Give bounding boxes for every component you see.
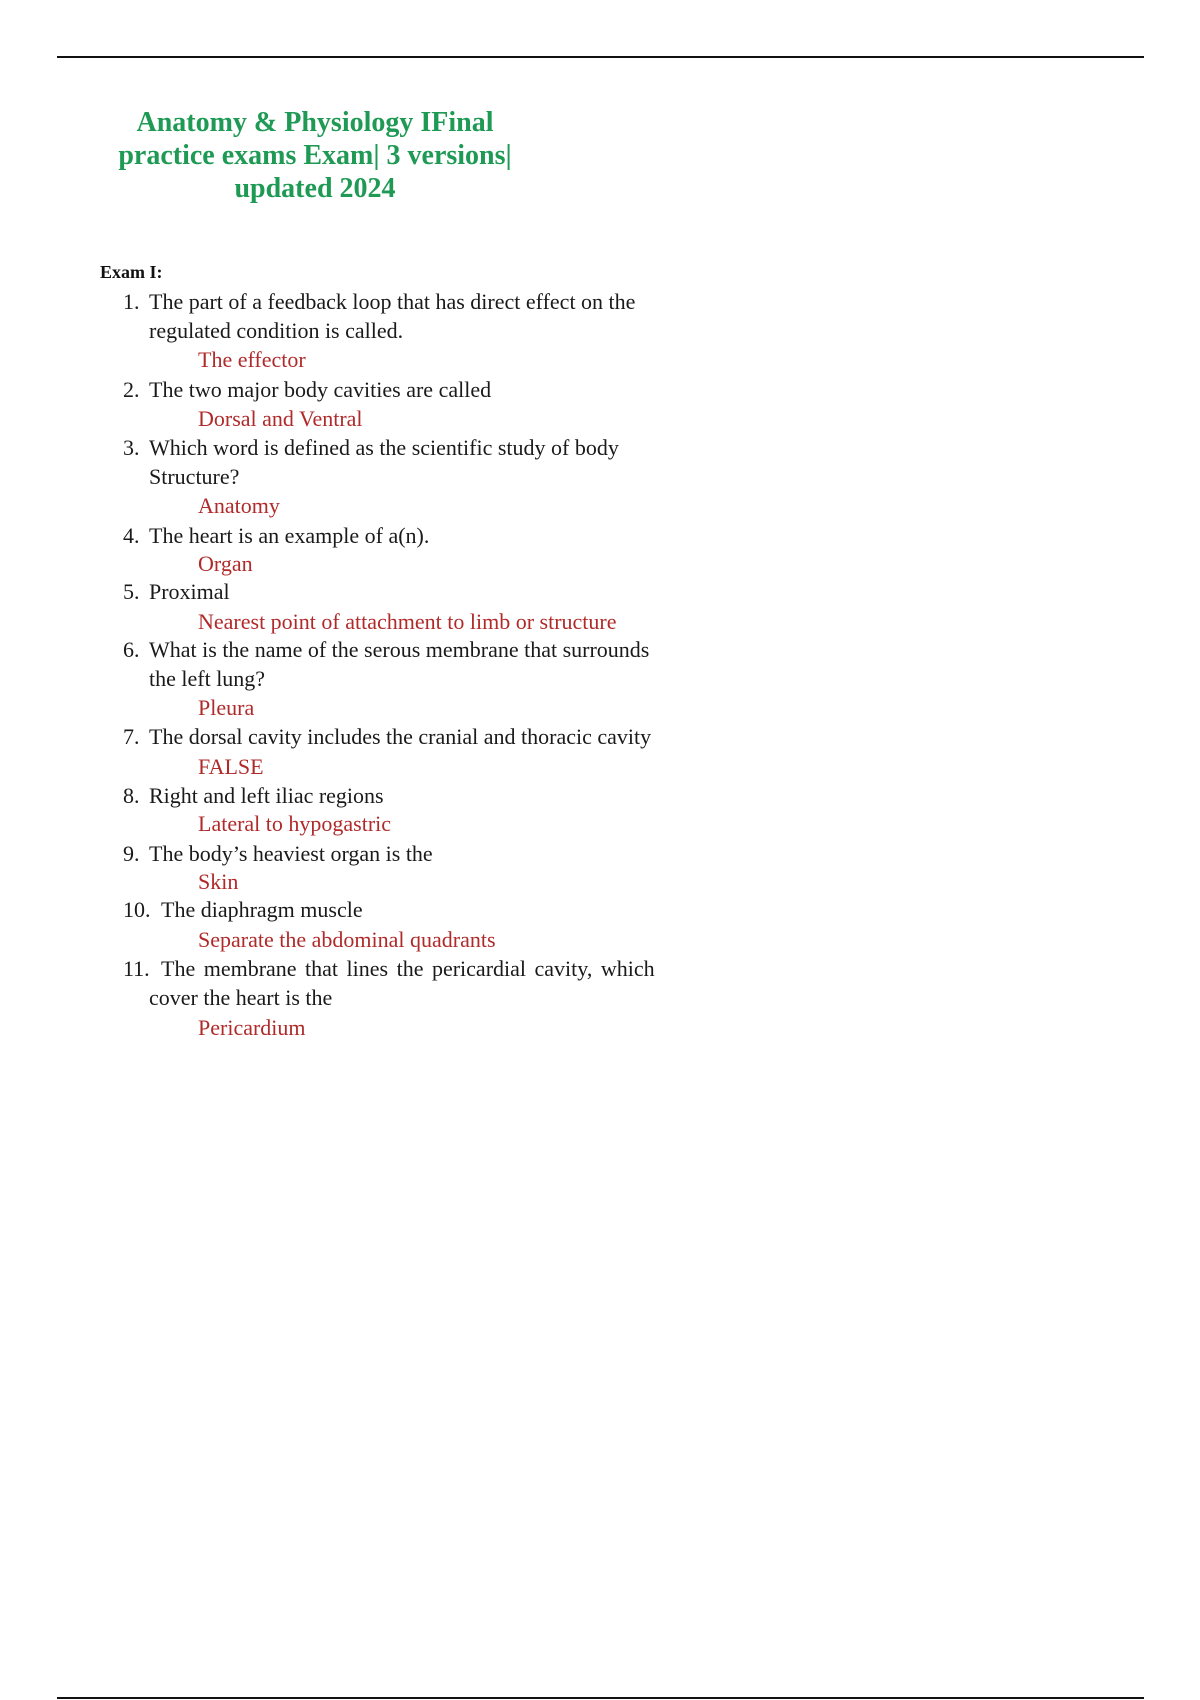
bottom-rule — [57, 1697, 1144, 1699]
answer-text: Lateral to hypogastric — [198, 811, 392, 836]
question-number: 2. — [123, 377, 140, 402]
answer-text: Dorsal and Ventral — [198, 406, 363, 431]
title-line-3: updated 2024 — [234, 173, 396, 204]
question-number: 1. — [123, 289, 140, 314]
question-number: 9. — [123, 841, 140, 866]
answer-text: Organ — [198, 551, 253, 576]
answer-text: Pleura — [198, 695, 255, 720]
question-number: 6. — [123, 637, 140, 662]
answer-text: The effector — [198, 347, 306, 372]
answer-text: Pericardium — [198, 1015, 306, 1040]
title-line-1: Anatomy & Physiology IFinal — [136, 107, 494, 138]
question-text: Which word is defined as the scientific study of body — [149, 435, 619, 460]
question-text: Structure? — [149, 464, 240, 489]
answer-text: Skin — [198, 869, 239, 894]
question-number: 3. — [123, 435, 140, 460]
question-number: 7. — [123, 724, 140, 749]
title-line-2: practice exams Exam| 3 versions| — [118, 140, 512, 171]
question-text: The two major body cavities are called — [149, 377, 492, 402]
question-number: 5. — [123, 579, 140, 604]
question-number: 8. — [123, 783, 140, 808]
question-text: The part of a feedback loop that has direct effect on the — [149, 289, 636, 314]
answer-text: Anatomy — [198, 493, 280, 518]
question-text: The membrane that lines the pericardial cavity, which — [161, 956, 655, 981]
question-text: The dorsal cavity includes the cranial and thoracic cavity — [149, 724, 652, 749]
top-rule — [57, 56, 1144, 58]
question-text: the left lung? — [149, 666, 266, 691]
question-text: regulated condition is called. — [149, 318, 404, 343]
section-label: Exam I: — [100, 262, 163, 282]
answer-text: Separate the abdominal quadrants — [198, 927, 496, 952]
question-text: The diaphragm muscle — [161, 897, 363, 922]
answer-text: FALSE — [198, 754, 264, 779]
question-text: Proximal — [149, 579, 230, 604]
question-number: 4. — [123, 523, 140, 548]
question-text: cover the heart is the — [149, 985, 333, 1010]
document-title — [95, 106, 535, 205]
question-text: The heart is an example of a(n). — [149, 523, 430, 548]
question-number: 10. — [123, 897, 151, 922]
question-text: The body’s heaviest organ is the — [149, 841, 433, 866]
answer-text: Nearest point of attachment to limb or structure — [198, 609, 617, 634]
question-text: What is the name of the serous membrane that surrounds — [149, 637, 650, 662]
question-text: Right and left iliac regions — [149, 783, 384, 808]
question-number: 11. — [123, 956, 150, 981]
